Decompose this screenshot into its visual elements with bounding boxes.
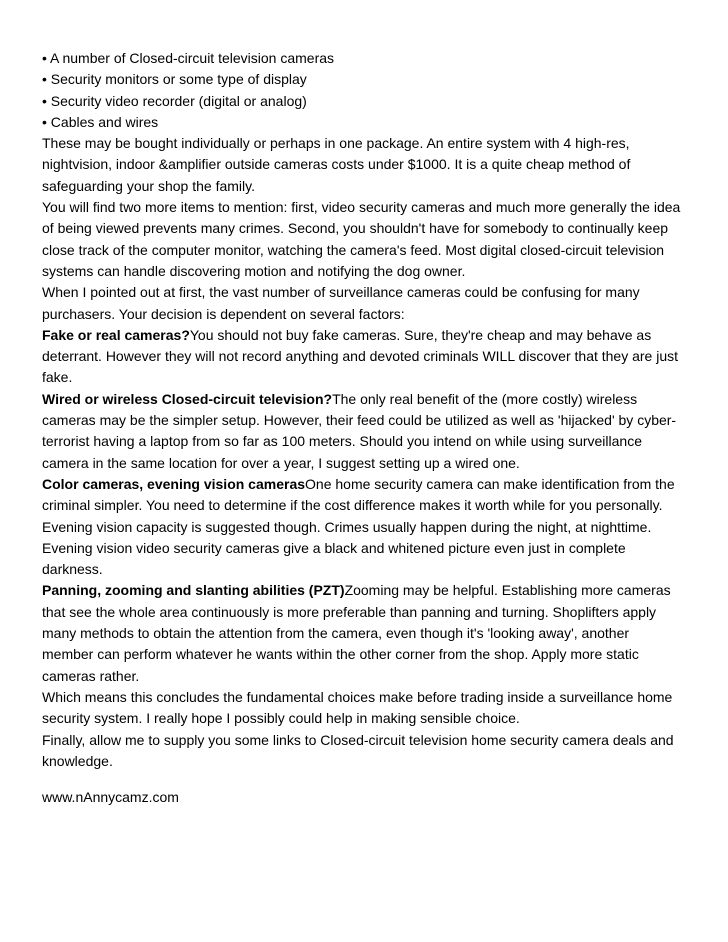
section-heading: Fake or real cameras? (42, 326, 190, 343)
section-heading: Color cameras, evening vision cameras (42, 475, 306, 492)
section-text: You should not buy fake cameras. Sure, they're cheap and may behave as deterrant. However they will not record anything and devoted criminals WILL discover that they are just fake. (42, 326, 679, 386)
paragraph-final: Finally, allow me to supply you some links to Closed-circuit television home security camera deals and knowledge. (42, 731, 674, 769)
section-text: The only real benefit of the (more costly) wireless cameras may be the simpler setup. However, their feed could be utilized as well as 'hijacked' by cyber-terrorist having a laptop from so far as 100 meters. Should you intend on while using surveillance camera in the same location for over a year, I suggest setting up a wired one. (42, 390, 677, 471)
section-wired-wireless (42, 389, 682, 474)
paragraph-deterrence: You will find two more items to mention: first, video security cameras and much more generally the idea of being viewed prevents many crimes. Second, you shouldn't have for somebody to continually keep close track of the computer monitor, watching the camera's feed. Most digital closed-circuit television systems can handle discovering motion and notifying the dog owner. (42, 199, 681, 279)
bullet-item: • Security monitors or some type of display (42, 71, 307, 88)
paragraph-cost: These may be bought individually or perhaps in one package. An entire system with 4 high-res, nightvision, indoor &amplifier outside cameras costs under $1000. It is a quite cheap method of safeguarding your shop the family. (42, 135, 631, 194)
bullet-item: • A number of Closed-circuit television cameras (42, 50, 335, 66)
bullet-item: • Cables and wires (42, 113, 159, 130)
section-pzt (42, 580, 682, 686)
footer-url: www.nAnnycamz.com (42, 789, 179, 806)
bullet-item: • Security video recorder (digital or analog) (42, 92, 307, 109)
paragraph-conclusion: Which means this concludes the fundamental choices make before trading inside a surveillance home security system. I really hope I possibly could help in making sensible choice. (42, 688, 673, 727)
section-heading: Wired or wireless Closed-circuit television? (42, 390, 333, 407)
section-heading: Panning, zooming and slanting abilities (PZT) (42, 582, 345, 599)
document-body (42, 48, 682, 808)
paragraph-factors: When I pointed out at first, the vast number of surveillance cameras could be confusing for many purchasers. Your decision is dependent on several factors: (42, 284, 640, 322)
section-fake-cameras (42, 325, 682, 389)
section-text: Zooming may be helpful. Establishing more cameras that see the whole area continuously is more preferable than panning and turning. Shoplifters apply many methods to obtain the attention from the camera, even though it's 'looking away', another member can perform whatever he wants within the other corner from the shop. Apply more static cameras rather. (42, 582, 671, 684)
section-color-night (42, 474, 682, 580)
section-text: One home security camera can make identification from the criminal simpler. You need to determine if the cost difference makes it worth while for you personally. Evening vision capacity is suggested though. Crimes usually happen during the night, at nighttime. Evening vision video security cameras give a black and whitened picture even just in complete darkness. (42, 475, 675, 578)
